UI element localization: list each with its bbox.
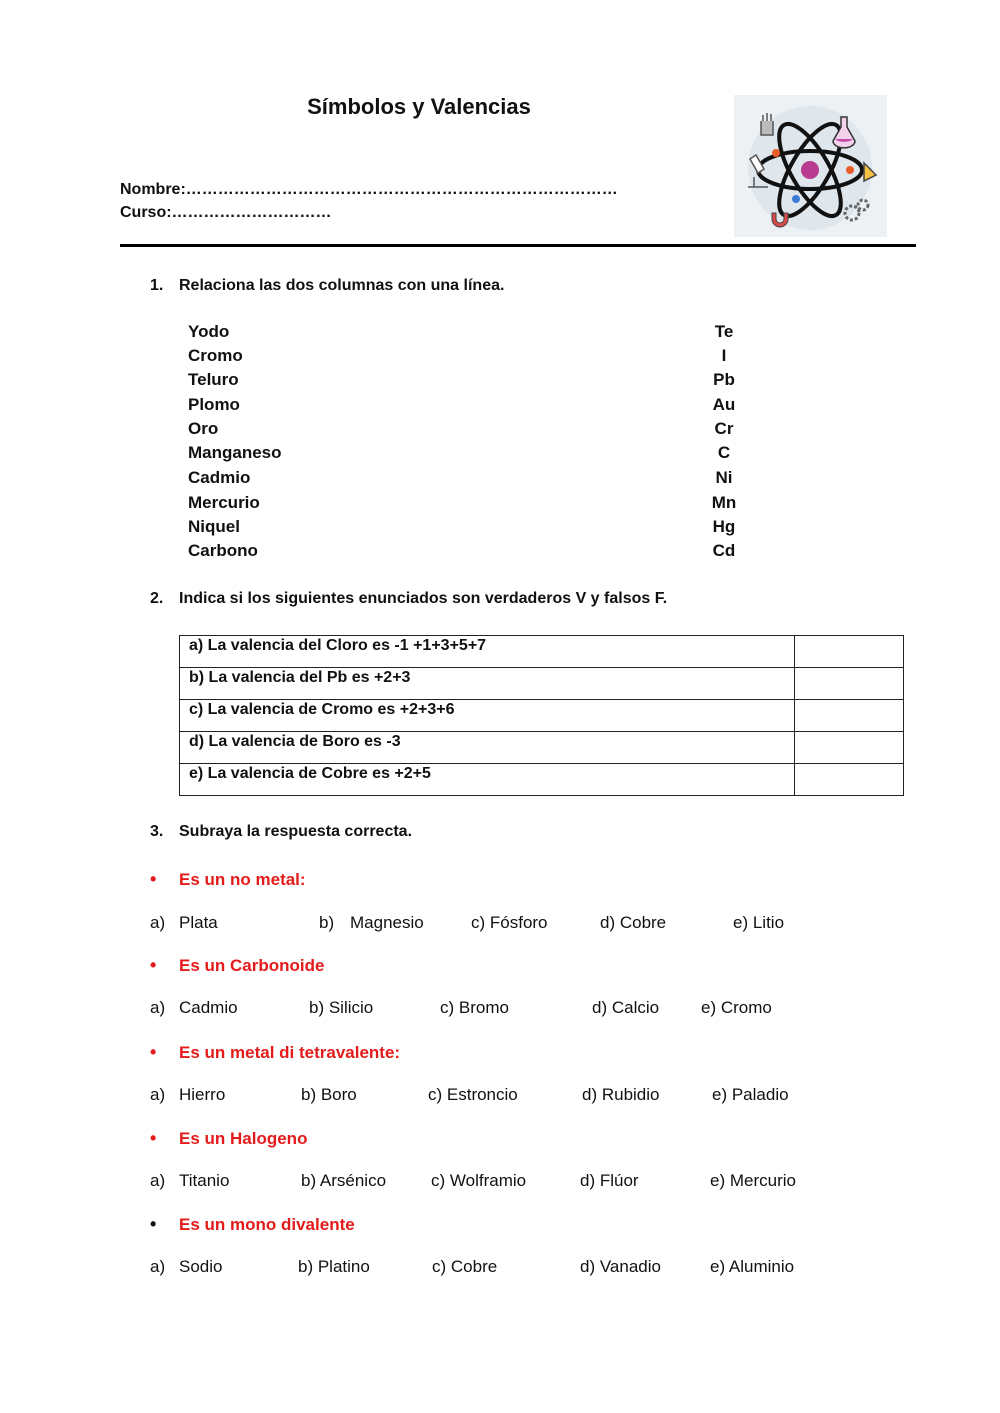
statement-cell: c) La valencia de Cromo es +2+3+6 [180, 700, 795, 732]
option[interactable]: b) Platino [298, 1257, 370, 1276]
option[interactable]: e) Litio [733, 913, 785, 932]
option[interactable]: b) Silicio [309, 998, 374, 1017]
element-symbol[interactable]: Cd [712, 541, 736, 560]
element-symbol[interactable]: Au [712, 395, 736, 414]
option[interactable]: e) Mercurio [710, 1171, 796, 1190]
element-name[interactable]: Cromo [188, 346, 243, 365]
match-row [188, 517, 748, 541]
option[interactable]: d) Rubidio [582, 1085, 660, 1104]
true-false-table [179, 635, 904, 796]
element-name[interactable]: Yodo [188, 322, 230, 341]
nombre-field[interactable]: Nombre:……………………………………………………………………… [120, 181, 618, 198]
element-symbol[interactable]: Cr [714, 419, 734, 438]
option[interactable]: c) Estroncio [428, 1085, 518, 1104]
sub-question-text: Es un no metal: [179, 870, 306, 889]
match-row [188, 493, 748, 517]
sub-question-heading [150, 955, 324, 976]
match-row [188, 370, 748, 394]
sub-question-text: Es un metal di tetravalente: [179, 1043, 401, 1062]
bullet-icon: • [150, 1128, 157, 1148]
option[interactable]: e) Paladio [712, 1085, 789, 1104]
element-symbol[interactable]: Ni [715, 468, 733, 487]
element-symbol[interactable]: C [717, 443, 731, 462]
option[interactable]: d) Cobre [600, 913, 667, 932]
element-symbol[interactable]: Mn [711, 493, 737, 512]
sub-question-heading [150, 1128, 307, 1149]
bullet-icon: • [150, 1042, 157, 1062]
option-letter[interactable]: a) [150, 913, 166, 932]
table-row [180, 636, 904, 668]
question-prompt: Relaciona las dos columnas con una línea. [179, 277, 505, 294]
element-name[interactable]: Cadmio [188, 468, 251, 487]
statement-cell: a) La valencia del Cloro es -1 +1+3+5+7 [180, 636, 795, 668]
question-1-heading [150, 277, 504, 295]
answer-cell[interactable] [795, 764, 904, 796]
options-row [150, 998, 850, 1022]
sub-question-heading [150, 1214, 355, 1235]
answer-cell[interactable] [795, 732, 904, 764]
curso-field[interactable]: Curso:………………………… [120, 204, 332, 221]
question-number: 2. [150, 590, 164, 607]
match-row [188, 322, 748, 346]
sub-question-heading [150, 869, 306, 890]
option[interactable]: Plata [179, 913, 218, 932]
element-symbol[interactable]: Pb [713, 370, 735, 389]
match-row [188, 468, 748, 492]
element-symbol[interactable]: Hg [712, 517, 736, 536]
option[interactable]: c) Cobre [432, 1257, 498, 1276]
element-symbol[interactable]: Te [714, 322, 734, 341]
header-divider [120, 244, 916, 247]
options-row [150, 913, 850, 937]
options-row [150, 1085, 850, 1109]
option[interactable]: d) Vanadio [580, 1257, 661, 1276]
question-prompt: Indica si los siguientes enunciados son verdaderos V y falsos F. [179, 590, 668, 607]
option[interactable]: d) Flúor [580, 1171, 639, 1190]
element-name[interactable]: Manganeso [188, 443, 282, 462]
option-letter[interactable]: b) [319, 913, 335, 932]
bullet-icon: • [150, 869, 157, 889]
option[interactable]: b) Boro [301, 1085, 357, 1104]
table-row [180, 732, 904, 764]
answer-cell[interactable] [795, 636, 904, 668]
element-symbol[interactable]: I [721, 346, 727, 365]
answer-cell[interactable] [795, 700, 904, 732]
table-row [180, 700, 904, 732]
option[interactable]: c) Fósforo [471, 913, 548, 932]
element-name[interactable]: Oro [188, 419, 219, 438]
element-name[interactable]: Plomo [188, 395, 240, 414]
option[interactable]: e) Cromo [701, 998, 772, 1017]
option[interactable]: c) Wolframio [431, 1171, 527, 1190]
question-3-heading [150, 823, 412, 841]
element-name[interactable]: Carbono [188, 541, 258, 560]
page-title: Símbolos y Valencias [307, 94, 531, 119]
table-row [180, 668, 904, 700]
question-2-heading [150, 590, 667, 608]
table-row [180, 764, 904, 796]
statement-cell: e) La valencia de Cobre es +2+5 [180, 764, 795, 796]
question-number: 3. [150, 823, 164, 840]
sub-question-text: Es un Carbonoide [179, 956, 325, 975]
option-letter[interactable]: a) [150, 1257, 166, 1276]
option[interactable]: d) Calcio [592, 998, 660, 1017]
match-row [188, 419, 748, 443]
option[interactable]: Cadmio [179, 998, 238, 1017]
question-prompt: Subraya la respuesta correcta. [179, 823, 413, 840]
options-row [150, 1257, 850, 1281]
option[interactable]: Magnesio [350, 913, 424, 932]
option-letter[interactable]: a) [150, 1085, 166, 1104]
sub-question-text: Es un mono divalente [179, 1215, 355, 1234]
match-row [188, 346, 748, 370]
answer-cell[interactable] [795, 668, 904, 700]
match-row [188, 395, 748, 419]
statement-cell: d) La valencia de Boro es -3 [180, 732, 795, 764]
element-name[interactable]: Mercurio [188, 493, 260, 512]
option[interactable]: Titanio [179, 1171, 230, 1190]
bullet-icon: • [150, 955, 157, 975]
statement-cell: b) La valencia del Pb es +2+3 [180, 668, 795, 700]
option[interactable]: e) Aluminio [710, 1257, 795, 1276]
option[interactable]: Hierro [179, 1085, 226, 1104]
element-name[interactable]: Teluro [188, 370, 239, 389]
sub-question-text: Es un Halogeno [179, 1129, 308, 1148]
bullet-icon: • [150, 1214, 157, 1234]
sub-question-heading [150, 1042, 400, 1063]
element-name[interactable]: Niquel [188, 517, 240, 536]
match-row [188, 443, 748, 467]
option-letter[interactable]: a) [150, 1171, 166, 1190]
question-number: 1. [150, 277, 164, 294]
option[interactable]: c) Bromo [440, 998, 509, 1017]
option[interactable]: b) Arsénico [301, 1171, 387, 1190]
match-row [188, 541, 748, 565]
science-atom-illustration [734, 95, 887, 237]
options-row [150, 1171, 850, 1195]
option[interactable]: Sodio [179, 1257, 223, 1276]
option-letter[interactable]: a) [150, 998, 166, 1017]
